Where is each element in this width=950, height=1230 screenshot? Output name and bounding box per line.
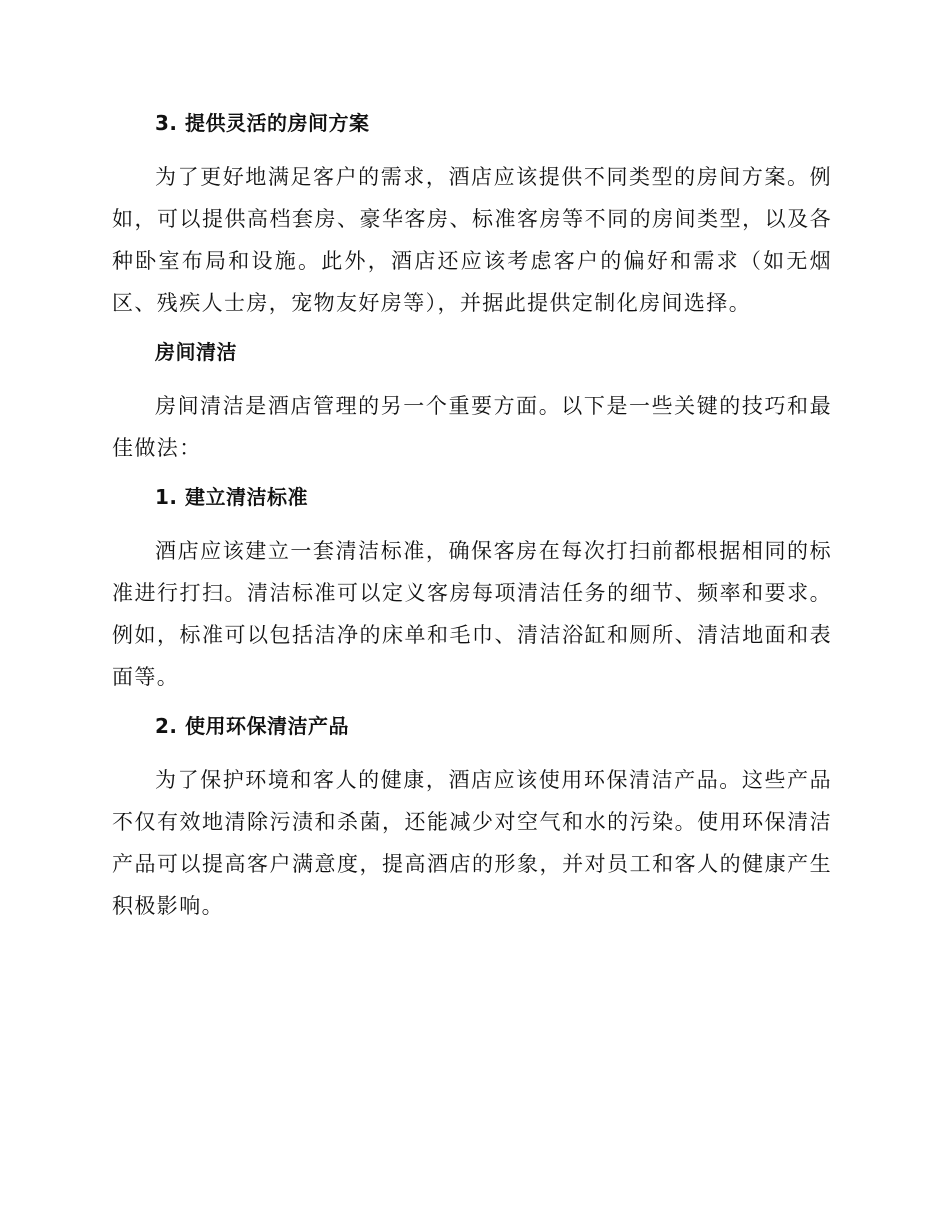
section-heading-cleaning-standards: 1. 建立清洁标准 [155,485,308,509]
section-heading-eco-products: 2. 使用环保清洁产品 [155,714,349,738]
section-heading-room-cleaning: 房间清洁 [155,340,237,364]
document-body [112,108,832,927]
section-paragraph-flexible-rooms: 为了更好地满足客户的需求，酒店应该提供不同类型的房间方案。例如，可以提供高档套房、豪华客房、标准客房等不同的房间类型，以及各种卧室布局和设施。此外，酒店还应该考虑客户的偏好和需求（如无烟区、残疾人士房，宠物友好房等），并据此提供定制化房间选择。 [112,165,832,315]
section-paragraph-eco-products: 为了保护环境和客人的健康，酒店应该使用环保清洁产品。这些产品不仅有效地清除污渍和杀菌，还能减少对空气和水的污染。使用环保清洁产品可以提高客户满意度，提高酒店的形象，并对员工和客人的健康产生积极影响。 [112,768,832,918]
section-paragraph-room-cleaning: 房间清洁是酒店管理的另一个重要方面。以下是一些关键的技巧和最佳做法： [112,394,832,460]
section-heading-flexible-rooms: 3. 提供灵活的房间方案 [155,111,370,135]
section-paragraph-cleaning-standards: 酒店应该建立一套清洁标准，确保客房在每次打扫前都根据相同的标准进行打扫。清洁标准可以定义客房每项清洁任务的细节、频率和要求。例如，标准可以包括洁净的床单和毛巾、清洁浴缸和厕所、清洁地面和表面等。 [112,539,832,689]
